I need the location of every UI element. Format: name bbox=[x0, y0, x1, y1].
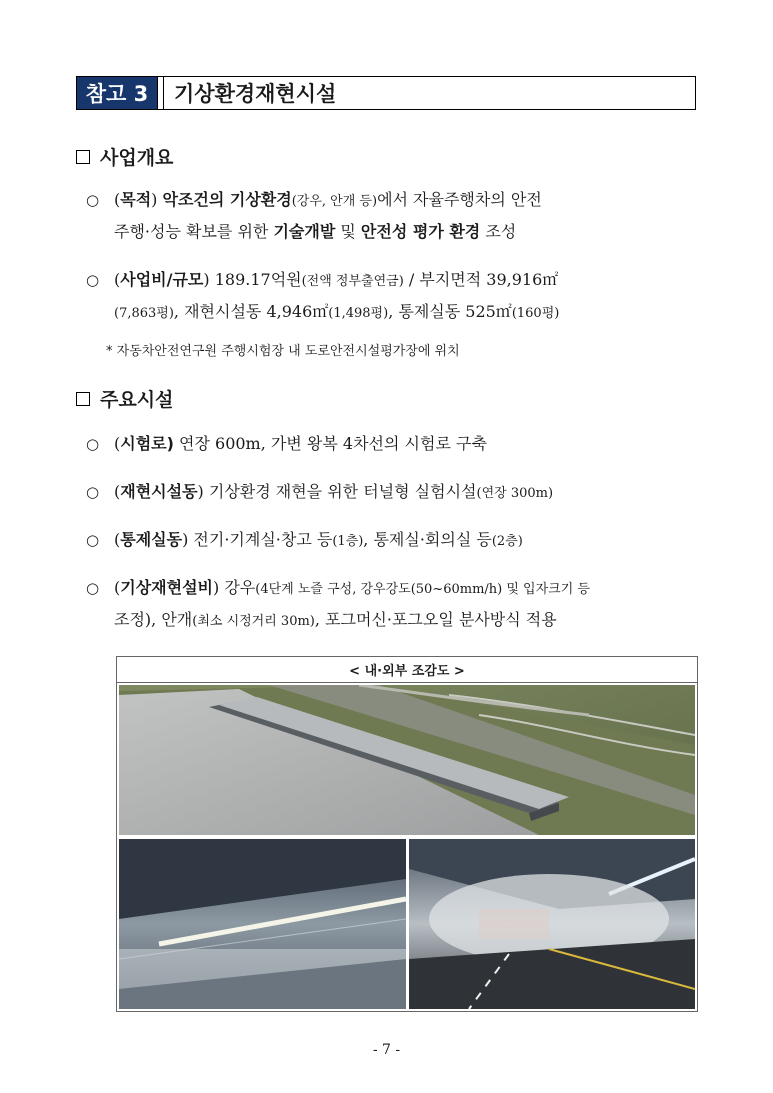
purpose-line-2 bbox=[114, 216, 516, 248]
small-text: (강우, 안개 등) bbox=[291, 194, 378, 209]
text: 주행·성능 확보를 위한 bbox=[114, 222, 274, 241]
text: , 안개 bbox=[151, 610, 193, 629]
emphasis: 악조건의 기상환경 bbox=[162, 190, 292, 209]
circle-bullet-icon: ○ bbox=[86, 435, 100, 453]
label-reproduction-building: 재현시설동 bbox=[120, 482, 198, 501]
text: 및 bbox=[335, 222, 361, 241]
label-budget: 사업비/규모 bbox=[120, 270, 204, 289]
text: ) 189.17억원 bbox=[203, 270, 302, 289]
small-text: (연장 300m) bbox=[476, 486, 554, 501]
section-heading-text: 사업개요 bbox=[100, 147, 174, 169]
text: / 부지면적 39,916㎡ bbox=[403, 270, 559, 289]
interior-rain-image bbox=[119, 839, 406, 1009]
text: ( bbox=[114, 530, 121, 549]
emphasis: 기술개발 bbox=[273, 222, 336, 241]
facility-line bbox=[114, 428, 487, 460]
small-text: (전액 정부출연금) bbox=[301, 274, 404, 289]
label-weather-equipment: 기상재현설비 bbox=[120, 578, 213, 597]
small-text: (4단계 노즐 구성, 강우강도(50~60mm/h) 및 입자크기 등 bbox=[255, 582, 590, 597]
text: 에서 자율주행차의 안전 bbox=[377, 190, 542, 209]
circle-bullet-icon: ○ bbox=[86, 271, 100, 289]
checkbox-square-icon bbox=[76, 150, 90, 164]
facility-control-building bbox=[86, 524, 698, 556]
facility-weather-equipment bbox=[86, 572, 698, 636]
text: , 재현시설동 4,946㎡ bbox=[173, 302, 329, 321]
text: , 통제실동 525㎡ bbox=[388, 302, 512, 321]
text: , 포그머신·포그오일 분사방식 적용 bbox=[314, 610, 557, 629]
section-heading-text: 주요시설 bbox=[100, 389, 174, 411]
small-text: (7,863평) bbox=[114, 306, 174, 321]
small-text: (1,498평) bbox=[328, 306, 389, 321]
aerial-view-photo bbox=[119, 685, 695, 835]
facility-reproduction-building bbox=[86, 476, 698, 508]
text: ( bbox=[114, 434, 121, 453]
text: ( bbox=[114, 190, 121, 209]
page-title: 기상환경재현시설 bbox=[174, 82, 337, 106]
facility-line bbox=[114, 524, 523, 558]
budget-line-2 bbox=[114, 296, 559, 330]
location-note: * 자동차안전연구원 주행시험장 내 도로안전시설평가장에 위치 bbox=[106, 344, 460, 359]
facility-line bbox=[114, 476, 553, 510]
page-number: - 7 - bbox=[372, 1042, 401, 1058]
purpose-item bbox=[86, 184, 698, 248]
text: ) 전기·기계실·창고 등 bbox=[182, 530, 333, 549]
small-text: (1층) bbox=[332, 534, 364, 549]
text: 조성 bbox=[480, 222, 517, 241]
small-text: (160평) bbox=[511, 306, 560, 321]
label-purpose: 목적 bbox=[120, 190, 152, 209]
circle-bullet-icon: ○ bbox=[86, 579, 100, 597]
text: ( bbox=[114, 578, 121, 597]
text: ) bbox=[151, 190, 163, 209]
label-test-road: 시험로) bbox=[120, 434, 174, 453]
figure-caption: < 내·외부 조감도 > bbox=[117, 657, 697, 683]
interior-fog-image bbox=[409, 839, 695, 1009]
facility-photos-figure bbox=[116, 656, 698, 1012]
emphasis: 안전성 평가 환경 bbox=[360, 222, 481, 241]
circle-bullet-icon: ○ bbox=[86, 191, 100, 209]
text: ( bbox=[114, 270, 121, 289]
facility-test-road bbox=[86, 428, 698, 460]
title-tag: 참고 3 bbox=[77, 77, 158, 109]
circle-bullet-icon: ○ bbox=[86, 531, 100, 549]
checkbox-square-icon bbox=[76, 392, 90, 406]
text: 연장 600m, 가변 왕복 4차선의 시험로 구축 bbox=[173, 434, 487, 453]
circle-bullet-icon: ○ bbox=[86, 483, 100, 501]
section-heading-overview bbox=[76, 143, 173, 170]
label-control-building: 통제실동 bbox=[120, 530, 183, 549]
budget-item bbox=[86, 264, 698, 328]
title-box bbox=[76, 76, 696, 110]
facility-line-1 bbox=[114, 572, 590, 606]
purpose-line-1 bbox=[114, 184, 542, 218]
interior-rain-photo bbox=[119, 839, 406, 1009]
aerial-view-image bbox=[119, 685, 695, 835]
text: ( bbox=[114, 482, 121, 501]
small-text: (2층) bbox=[491, 534, 523, 549]
text: 조정) bbox=[114, 610, 152, 629]
budget-line-1 bbox=[114, 264, 558, 298]
small-text: (최소 시정거리 30m) bbox=[192, 614, 315, 629]
facility-line-2 bbox=[114, 604, 557, 638]
text: ) 강우 bbox=[213, 578, 256, 597]
text: , 통제실·회의실 등 bbox=[363, 530, 492, 549]
text: ) 기상환경 재현을 위한 터널형 실험시설 bbox=[197, 482, 477, 501]
interior-fog-photo bbox=[409, 839, 695, 1009]
section-heading-facilities bbox=[76, 385, 173, 412]
